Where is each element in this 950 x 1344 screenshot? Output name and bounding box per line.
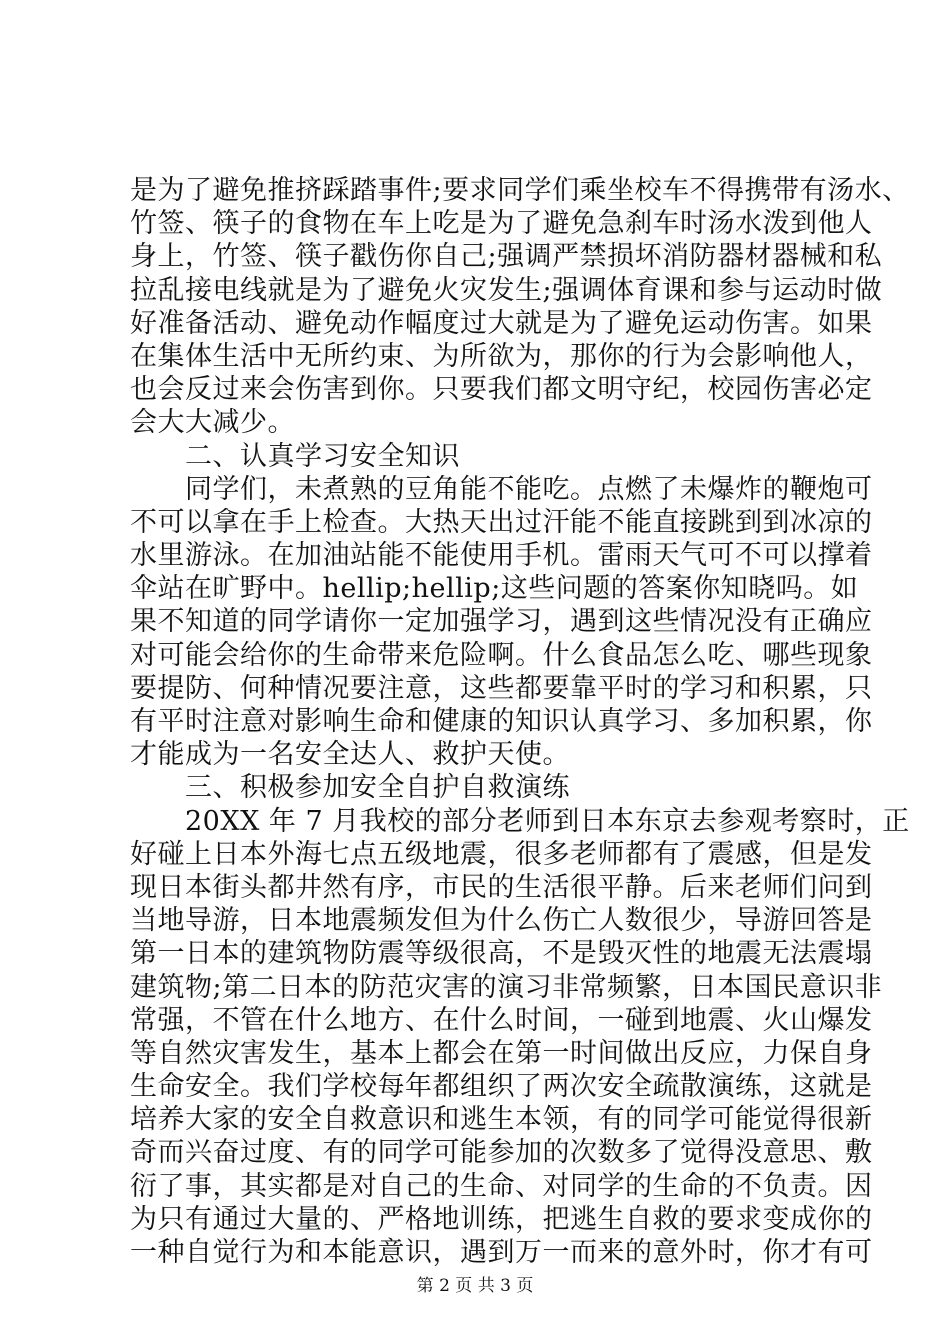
text-line: 常强，不管在什么地方、在什么时间，一碰到地震、火山爆发	[130, 1005, 873, 1036]
text-line: 培养大家的安全自救意识和逃生本领，有的同学可能觉得很新	[130, 1104, 873, 1135]
text-line: 一种自觉行为和本能意识，遇到万一而来的意外时，你才有可	[130, 1237, 873, 1268]
text-line: 对可能会给你的生命带来危险啊。什么食品怎么吃、哪些现象	[130, 640, 873, 671]
text-line: 伞站在旷野中。hellip;hellip;这些问题的答案你知晓吗。如	[130, 573, 859, 604]
text-line: 建筑物;第二日本的防范灾害的演习非常频繁，日本国民意识非	[130, 972, 883, 1003]
text-line: 好碰上日本外海七点五级地震，很多老师都有了震感，但是发	[130, 839, 873, 870]
text-line: 竹签、筷子的食物在车上吃是为了避免急刹车时汤水泼到他人	[130, 208, 873, 239]
text-line: 20XX 年 7 月我校的部分老师到日本东京去参观考察时，正	[130, 806, 910, 837]
text-line: 等自然灾害发生，基本上都会在第一时间做出反应，力保自身	[130, 1038, 873, 1069]
text-line: 才能成为一名安全达人、救护天使。	[130, 739, 570, 770]
text-line: 是为了避免推挤踩踏事件;要求同学们乘坐校车不得携带有汤水、	[130, 175, 910, 206]
text-line: 会大大减少。	[130, 407, 295, 438]
text-line: 也会反过来会伤害到你。只要我们都文明守纪，校园伤害必定	[130, 374, 873, 405]
section-heading: 二、认真学习安全知识	[130, 441, 460, 472]
text-line: 水里游泳。在加油站能不能使用手机。雷雨天气可不可以撑着	[130, 540, 873, 571]
text-line: 奇而兴奋过度、有的同学可能参加的次数多了觉得没意思、敷	[130, 1137, 873, 1168]
text-line: 要提防、何种情况要注意，这些都要靠平时的学习和积累，只	[130, 673, 873, 704]
text-line: 当地导游，日本地震频发但为什么伤亡人数很少，导游回答是	[130, 905, 873, 936]
text-line: 现日本街头都井然有序，市民的生活很平静。后来老师们问到	[130, 872, 873, 903]
text-line: 衍了事，其实都是对自己的生命、对同学的生命的不负责。因	[130, 1171, 873, 1202]
page-number-footer: 第 2 页 共 3 页	[416, 1276, 534, 1296]
text-line: 果不知道的同学请你一定加强学习，遇到这些情况没有正确应	[130, 606, 873, 637]
text-line: 有平时注意对影响生命和健康的知识认真学习、多加积累，你	[130, 706, 873, 737]
text-line: 拉乱接电线就是为了避免火灾发生;强调体育课和参与运动时做	[130, 275, 883, 306]
text-line: 同学们，未煮熟的豆角能不能吃。点燃了未爆炸的鞭炮可	[130, 474, 873, 505]
text-line: 在集体生活中无所约束、为所欲为，那你的行为会影响他人，	[130, 341, 873, 372]
text-line: 为只有通过大量的、严格地训练，把逃生自救的要求变成你的	[130, 1204, 873, 1235]
text-line: 好准备活动、避免动作幅度过大就是为了避免运动伤害。如果	[130, 308, 873, 339]
text-line: 身上，竹签、筷子戳伤你自己;强调严禁损坏消防器材器械和私	[130, 241, 883, 272]
text-line: 第一日本的建筑物防震等级很高，不是毁灭性的地震无法震塌	[130, 938, 873, 969]
section-heading: 三、积极参加安全自护自救演练	[130, 772, 570, 803]
text-line: 不可以拿在手上检查。大热天出过汗能不能直接跳到到冰凉的	[130, 507, 873, 538]
text-line: 生命安全。我们学校每年都组织了两次安全疏散演练，这就是	[130, 1071, 873, 1102]
